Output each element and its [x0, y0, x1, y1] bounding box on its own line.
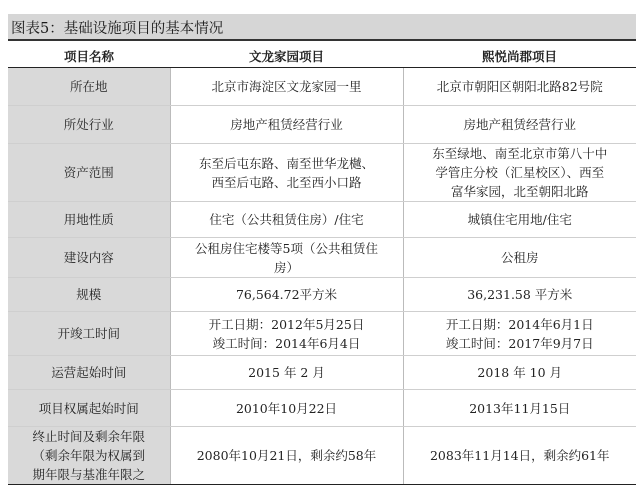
row-label	[8, 202, 170, 238]
wenlong-cell	[170, 144, 403, 202]
row-label	[8, 390, 170, 427]
wenlong-cell	[170, 278, 403, 312]
xiyue-cell	[403, 144, 636, 202]
row-label	[8, 356, 170, 390]
wenlong-cell	[170, 202, 403, 238]
row-label	[8, 144, 170, 202]
cell-text-line: 东至绿地、南至北京市第八十中	[432, 146, 608, 161]
xiyue-cell	[403, 278, 636, 312]
row-label	[8, 106, 170, 144]
xiyue-cell	[403, 427, 636, 485]
xiyue-cell	[403, 356, 636, 390]
table-row	[8, 238, 636, 278]
cell-text-line: 项目权属起始时间	[38, 400, 139, 416]
wenlong-cell	[170, 238, 403, 278]
cell-text-line: 36,231.58 平方米	[467, 287, 573, 302]
row-label	[8, 278, 170, 312]
cell-text-line: 住宅（公共租赁住房）/住宅	[209, 212, 364, 227]
table-row	[8, 278, 636, 312]
figure-title: 图表5：基础设施项目的基本情况	[11, 21, 224, 37]
header-project-name: 项目名称	[8, 44, 170, 68]
cell-text-line: 资产范围	[63, 165, 114, 180]
wenlong-cell	[170, 427, 403, 485]
table-row	[8, 390, 636, 427]
row-label	[8, 238, 170, 278]
table-row	[8, 312, 636, 356]
row-label	[8, 427, 170, 485]
table-body	[8, 68, 636, 485]
cell-text-line: 76,564.72平方米	[235, 287, 338, 302]
cell-text-line: 东至后屯东路、南至世华龙樾、	[198, 155, 374, 171]
cell-text-line: 公租房	[500, 250, 539, 265]
cell-text-line: 建设内容	[63, 250, 114, 265]
cell-text-line: 开工日期：2012年5月25日	[208, 316, 365, 332]
cell-text-line: 终止时间及剩余年限	[32, 429, 145, 444]
cell-text-line: 房地产租赁经营行业	[230, 117, 343, 132]
row-label	[8, 312, 170, 356]
xiyue-cell	[403, 202, 636, 238]
cell-text-line: 运营起始时间	[51, 365, 127, 380]
cell-text-line: 开竣工时间	[57, 326, 120, 341]
cell-text-line: 学管庄分校（汇星校区）、西至	[435, 165, 605, 180]
cell-text-line: 所处行业	[63, 117, 114, 132]
cell-text-line: 公租房住宅楼等5项（公共租赁住	[195, 240, 378, 256]
cell-text-line: 2010年10月22日	[235, 400, 338, 416]
cell-text-line: 2083年11月14日，剩余约61年	[429, 448, 610, 463]
cell-text-line: 期年限与基准年限之	[32, 467, 145, 482]
table-row	[8, 144, 636, 202]
cell-text-line: 2015 年 2 月	[248, 365, 325, 380]
title-divider	[8, 39, 636, 41]
table-row	[8, 106, 636, 144]
cell-text-line: 富华家园，北至朝阳北路	[450, 184, 589, 199]
cell-text-line: 北京市朝阳区朝阳北路82号院	[436, 79, 603, 94]
table-row	[8, 202, 636, 238]
cell-text-line: 城镇住宅用地/住宅	[467, 212, 572, 227]
table-row	[8, 356, 636, 390]
wenlong-cell	[170, 356, 403, 390]
cell-text-line: 北京市海淀区文龙家园一里	[211, 79, 362, 94]
cell-text-line: 2013年11月15日	[469, 400, 571, 416]
header-wenlong-project: 文龙家园项目	[170, 44, 403, 68]
cell-text-line: 竣工时间：2017年9月7日	[445, 335, 594, 351]
wenlong-cell	[170, 390, 403, 427]
header-xiyue-project: 熙悦尚郡项目	[403, 44, 636, 68]
cell-text-line: 2080年10月21日，剩余约58年	[196, 448, 377, 463]
wenlong-cell	[170, 68, 403, 106]
cell-text-line: 房）	[273, 259, 299, 275]
cell-text-line: 房地产租赁经营行业	[463, 117, 576, 132]
cell-text-line: 2018 年 10 月	[477, 365, 563, 380]
wenlong-cell	[170, 106, 403, 144]
figure-title-bar	[8, 14, 636, 39]
cell-text-line: （剩余年限为权属到	[32, 448, 145, 463]
table-header-row	[8, 44, 636, 68]
cell-text-line: 用地性质	[63, 212, 114, 227]
xiyue-cell	[403, 238, 636, 278]
xiyue-cell	[403, 390, 636, 427]
row-label	[8, 68, 170, 106]
cell-text-line: 西至后屯路、北至西小口路	[211, 174, 362, 190]
table-row	[8, 427, 636, 485]
xiyue-cell	[403, 106, 636, 144]
cell-text-line: 竣工时间：2014年6月4日	[212, 335, 361, 351]
cell-text-line: 规模	[76, 287, 102, 302]
cell-text-line: 所在地	[69, 79, 108, 94]
table-row	[8, 68, 636, 106]
project-info-table	[8, 44, 636, 485]
cell-text-line: 开工日期：2014年6月1日	[445, 316, 594, 332]
xiyue-cell	[403, 68, 636, 106]
xiyue-cell	[403, 312, 636, 356]
wenlong-cell	[170, 312, 403, 356]
